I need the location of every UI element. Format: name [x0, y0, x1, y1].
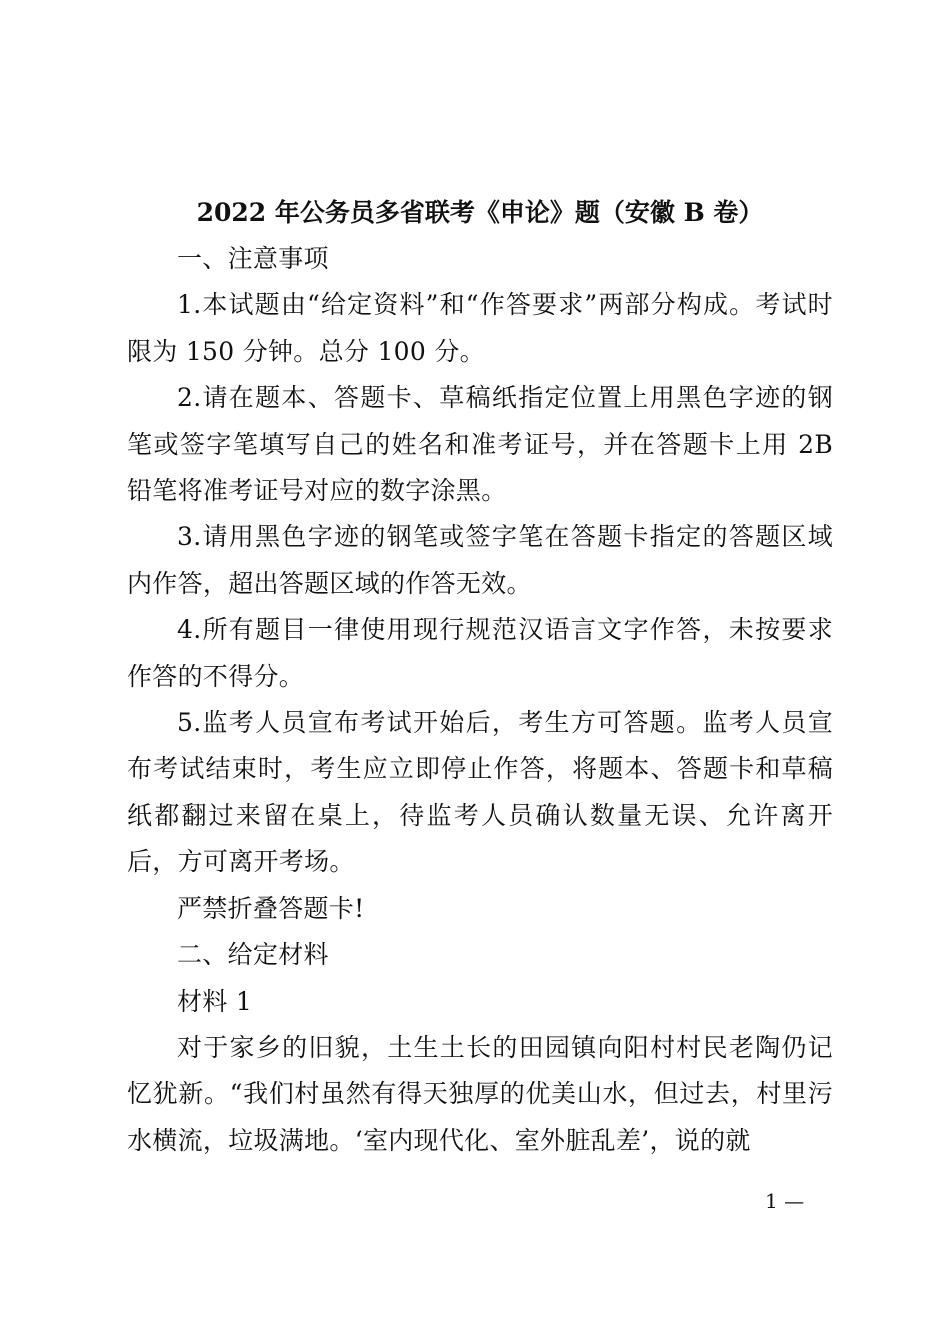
note-item-3: 3.请用黑色字迹的钢笔或签字笔在答题卡指定的答题区域内作答，超出答题区域的作答无效。 — [127, 522, 833, 598]
note-item-5: 5.监考人员宣布考试开始后，考生方可答题。监考人员宣布考试结束时，考生应立即停止作答，将题本、答题卡和草稿纸都翻过来留在桌上，待监考人员确认数量无误、允许离开后，方可离开考场。 — [127, 708, 833, 877]
section-heading-materials: 二、给定材料 — [177, 940, 329, 970]
material-paragraph: 对于家乡的旧貌，土生土长的田园镇向阳村村民老陶仍记忆犹新。“我们村虽然有得天独厚的优美山水，但过去，村里污水横流，垃圾满地。‘室内现代化、室外脏乱差’，说的就 — [127, 1032, 833, 1155]
note-item-1: 1.本试题由“给定资料”和“作答要求”两部分构成。考试时限为 150 分钟。总分 100 分。 — [127, 290, 833, 366]
page-number: 1 — — [765, 1189, 805, 1213]
note-item-4: 4.所有题目一律使用现行规范汉语言文字作答，未按要求作答的不得分。 — [127, 615, 833, 691]
document-page — [127, 190, 833, 1164]
material-heading: 材料 1 — [177, 986, 253, 1016]
document-title: 2022 年公务员多省联考《申论》题（安徽 B 卷） — [196, 198, 764, 227]
note-item-2: 2.请在题本、答题卡、草稿纸指定位置上用黑色字迹的钢笔或签字笔填写自己的姓名和准考证号，并在答题卡上用 2B 铅笔将准考证号对应的数字涂黑。 — [127, 383, 833, 506]
warning-text: 严禁折叠答题卡! — [177, 893, 365, 923]
section-heading-notes: 一、注意事项 — [177, 244, 329, 273]
